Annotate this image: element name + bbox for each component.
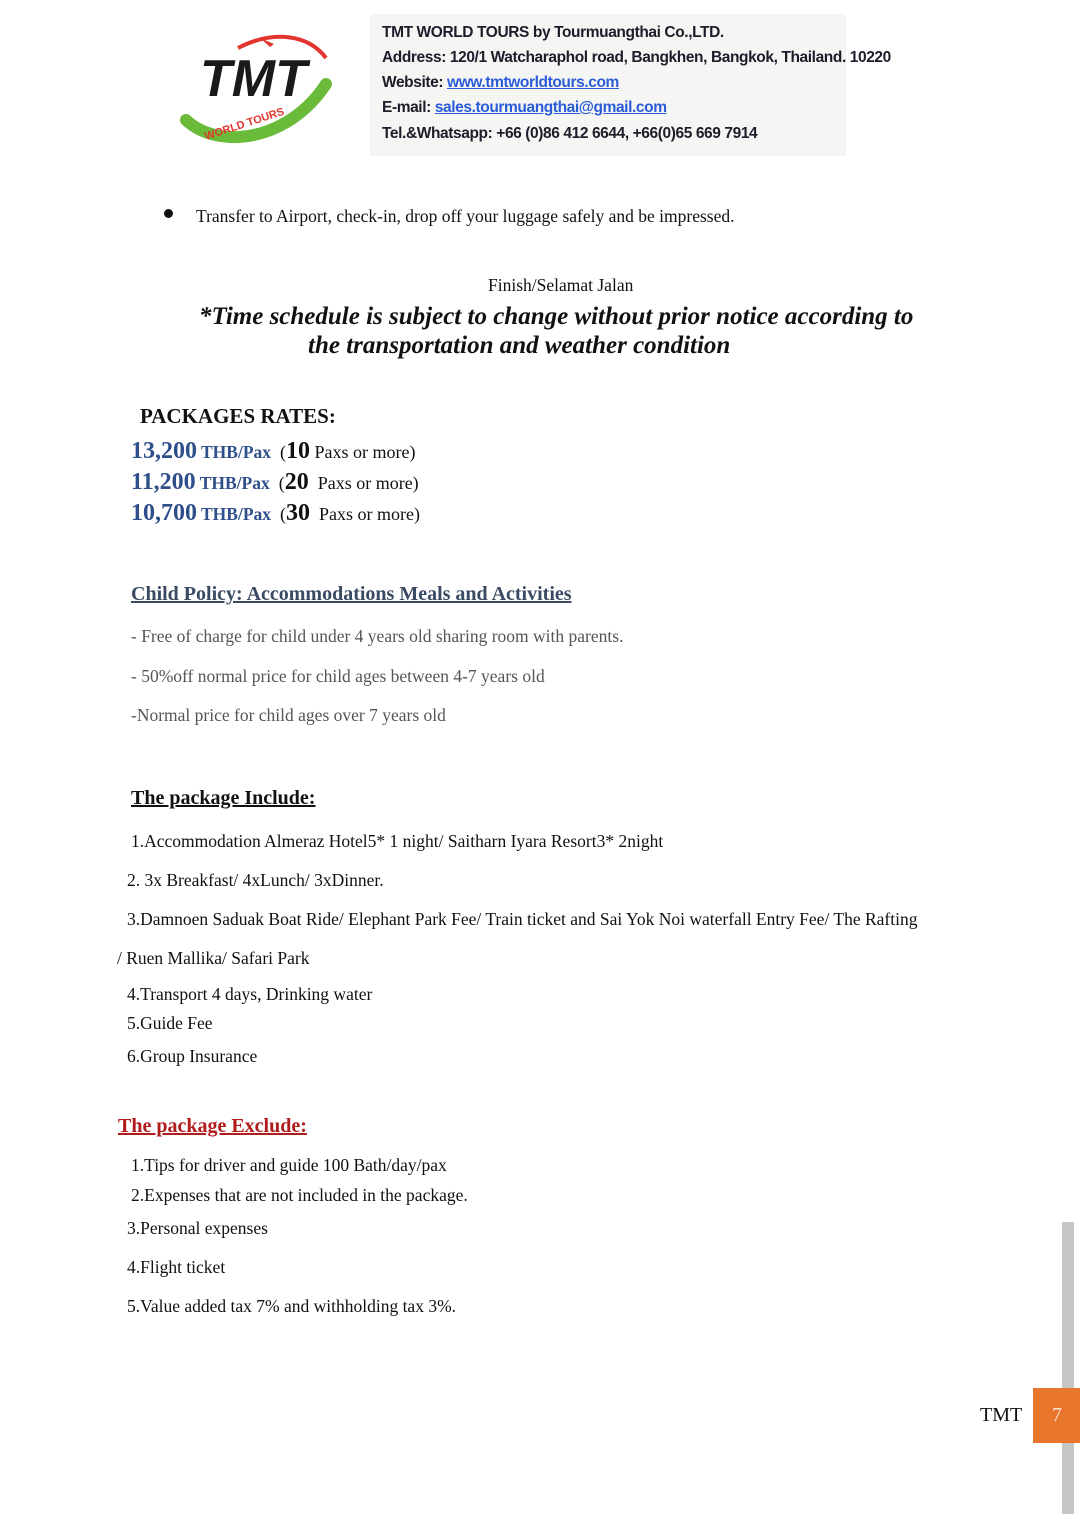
rate-suffix: Paxs or more) bbox=[314, 442, 416, 462]
phone-label: Tel.&Whatsapp: bbox=[382, 125, 493, 142]
logo-graphic bbox=[178, 22, 338, 162]
include-item: 2. 3x Breakfast/ 4xLunch/ 3xDinner. bbox=[127, 870, 384, 890]
include-item: 5.Guide Fee bbox=[127, 1013, 213, 1033]
rate-suffix: Paxs or more) bbox=[317, 473, 419, 493]
child-policy-item: - Free of charge for child under 4 years old sharing room with parents. bbox=[131, 626, 624, 646]
rate-unit: THB/Pax bbox=[201, 504, 272, 524]
exclude-item: 5.Value added tax 7% and withholding tax 3%. bbox=[127, 1296, 457, 1316]
include-item: / Ruen Mallika/ Safari Park bbox=[117, 948, 310, 968]
include-item: 3.Damnoen Saduak Boat Ride/ Elephant Park Fee/ Train ticket and Sai Yok Noi waterfall Entry Fee/ The Rafting bbox=[127, 909, 918, 929]
company-logo bbox=[178, 22, 338, 162]
rate-row: 13,200 THB/Pax (10 Paxs or more) bbox=[131, 438, 416, 464]
exclude-item: 3.Personal expenses bbox=[127, 1218, 268, 1238]
bullet-icon bbox=[164, 209, 173, 218]
exclude-item: 2.Expenses that are not included in the package. bbox=[131, 1185, 468, 1205]
child-policy-item: - 50%off normal price for child ages between 4-7 years old bbox=[131, 666, 545, 686]
website-label: Website: bbox=[382, 74, 444, 91]
footer-label: TMT bbox=[980, 1404, 1023, 1426]
email-link[interactable]: sales.tourmuangthai@gmail.com bbox=[434, 99, 667, 116]
finish-text: Finish/Selamat Jalan bbox=[488, 275, 634, 295]
schedule-notice-line1: *Time schedule is subject to change without prior notice according to bbox=[199, 303, 914, 330]
rate-price: 13,200 bbox=[131, 438, 197, 464]
rate-row: 11,200 THB/Pax (20 Paxs or more) bbox=[131, 469, 419, 495]
include-item: 4.Transport 4 days, Drinking water bbox=[127, 984, 373, 1004]
rate-unit: THB/Pax bbox=[201, 442, 272, 462]
rate-suffix: Paxs or more) bbox=[319, 504, 420, 524]
page-side-bar bbox=[1062, 1222, 1074, 1514]
rate-price: 11,200 bbox=[131, 469, 196, 495]
email-line bbox=[382, 99, 667, 117]
logo-subtext: WORLD TOURS bbox=[203, 105, 286, 143]
rates-title: PACKAGES RATES: bbox=[140, 404, 336, 428]
transfer-bullet-text: Transfer to Airport, check-in, drop off your luggage safely and be impressed. bbox=[196, 206, 735, 226]
child-policy-title: Child Policy: Accommodations Meals and Activities bbox=[131, 583, 572, 605]
child-policy-item: -Normal price for child ages over 7 years old bbox=[131, 705, 446, 725]
include-title: The package Include: bbox=[131, 787, 316, 809]
company-info-box bbox=[370, 14, 891, 156]
exclude-item: 1.Tips for driver and guide 100 Bath/day/pax bbox=[131, 1155, 447, 1175]
exclude-item: 4.Flight ticket bbox=[127, 1257, 226, 1277]
schedule-notice-line2: the transportation and weather condition bbox=[308, 332, 731, 359]
company-name: TMT WORLD TOURS by Tourmuangthai Co.,LTD. bbox=[382, 24, 724, 41]
website-link[interactable]: www.tmtworldtours.com bbox=[447, 74, 619, 91]
website-line bbox=[382, 74, 619, 92]
include-item: 6.Group Insurance bbox=[127, 1046, 258, 1066]
logo-text: TMT bbox=[200, 50, 307, 108]
page-number: 7 bbox=[1052, 1404, 1062, 1426]
rate-price: 10,700 bbox=[131, 500, 197, 526]
rate-unit: THB/Pax bbox=[199, 473, 270, 493]
phone-line bbox=[382, 125, 757, 143]
rate-pax: 10 bbox=[286, 438, 311, 464]
phone-numbers: +66 (0)86 412 6644, +66(0)65 669 7914 bbox=[496, 125, 758, 142]
company-address: Address: 120/1 Watcharaphol road, Bangkhen, Bangkok, Thailand. 10220 bbox=[382, 49, 891, 66]
rate-pax: 20 bbox=[284, 469, 309, 495]
rate-row: 10,700 THB/Pax (30 Paxs or more) bbox=[131, 500, 420, 526]
include-item: 1.Accommodation Almeraz Hotel5* 1 night/ Saitharn Iyara Resort3* 2night bbox=[131, 831, 664, 851]
email-label: E-mail: bbox=[382, 99, 431, 116]
rate-pax: 30 bbox=[286, 500, 311, 526]
exclude-title: The package Exclude: bbox=[118, 1115, 307, 1137]
